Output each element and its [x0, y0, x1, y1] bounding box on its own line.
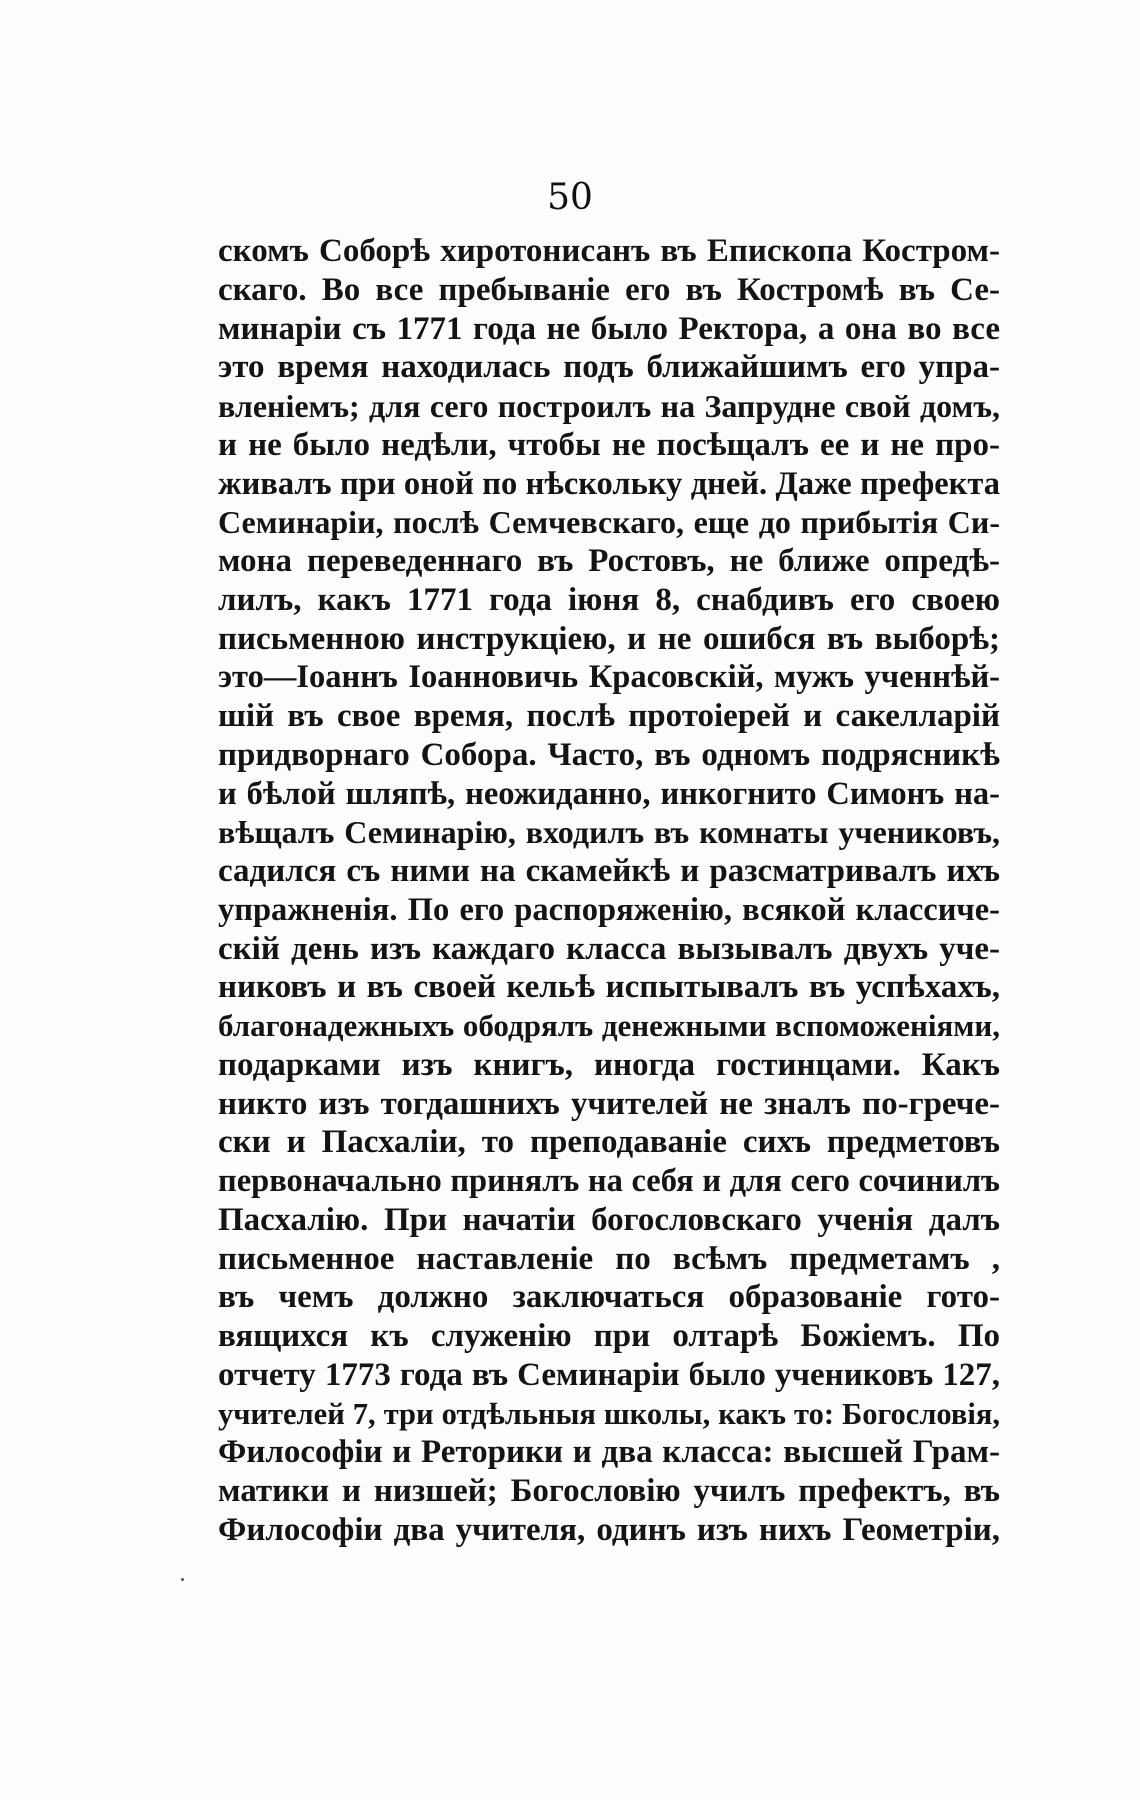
text-line: благонадежныхъ ободрялъ денежными вспоможеніями, [218, 1008, 1000, 1043]
text-line: вленіемъ; для сего построилъ на Запрудне свой домъ, [218, 388, 1000, 424]
text-line: вящихся къ служенію при олтарѣ Божіемъ. По [218, 1318, 1000, 1354]
text-line: матики и низшей; Богословію училъ префектъ, въ [218, 1473, 1000, 1509]
text-line: вѣщалъ Семинарію, входилъ въ комнаты учениковъ, [218, 814, 1000, 851]
text-line: минаріи съ 1771 года не было Ректора, а она во все [218, 310, 1000, 347]
text-line: это время находилась подъ ближайшимъ его упра- [218, 349, 1000, 386]
text-line: никто изъ тогдашнихъ учителей не зналъ по-грече- [218, 1085, 1000, 1122]
text-line: письменною инструкціею, и не ошибся въ выборѣ; [218, 620, 1000, 657]
text-line: ски и Пасхаліи, то преподаваніе сихъ предметовъ [218, 1124, 1000, 1161]
text-line: письменное наставленіе по всѣмъ предметамъ , [218, 1240, 1000, 1277]
text-line: и бѣлой шляпѣ, неожиданно, инкогнито Симонъ на- [218, 775, 1000, 812]
text-line: живалъ при оной по нѣскольку дней. Даже префекта [218, 465, 1000, 502]
text-line: мона переведеннаго въ Ростовъ, не ближе опредѣ- [218, 543, 1000, 579]
text-line: садился съ ними на скамейкѣ и разсматривалъ ихъ [218, 853, 1000, 889]
text-line: Пасхалію. При начатіи богословскаго ученія далъ [218, 1201, 1000, 1238]
text-line: и не было недѣли, чтобы не посѣщалъ ее и не про- [218, 426, 1000, 463]
text-line: упражненія. По его распоряженію, всякой классиче- [218, 891, 1000, 928]
paper-speck [181, 1578, 184, 1581]
text-line: придворнаго Собора. Часто, въ одномъ подрясникѣ [218, 736, 1000, 773]
text-line: Философіи и Реторики и два класса: высшей Грам- [218, 1434, 1000, 1471]
text-line: шій въ свое время, послѣ протоіерей и сакелларій [218, 698, 1000, 734]
text-line: скій день изъ каждаго класса вызывалъ двухъ уче- [218, 930, 1000, 967]
text-line: никовъ и въ своей кельѣ испытывалъ въ успѣхахъ, [218, 969, 1000, 1006]
page-number: 50 [547, 177, 593, 218]
text-line: лилъ, какъ 1771 года іюня 8, снабдивъ его своею [218, 581, 1000, 618]
text-line: въ чемъ должно заключаться образованіе гото- [218, 1279, 1000, 1316]
text-line: Семинаріи, послѣ Семчевскаго, еще до прибытія Си- [218, 504, 1000, 541]
text-line: учителей 7, три отдѣльныя школы, какъ то: Богословія, [218, 1396, 1000, 1431]
text-line: это—Іоаннъ Іоанновичь Красовскій, мужъ ученнѣй- [218, 659, 1000, 696]
text-line: первоначально принялъ на себя и для сего сочинилъ [218, 1163, 1000, 1199]
text-line: скомъ Соборѣ хиротонисанъ въ Епископа Костром- [218, 233, 1000, 269]
text-line: скаго. Во все пребываніе его въ Костромѣ въ Се- [218, 271, 1000, 308]
text-line: Философіи два учителя, одинъ изъ нихъ Геометріи, [218, 1511, 1000, 1548]
body-text [218, 232, 1000, 1550]
text-line: подарками изъ книгъ, иногда гостинцами. Какъ [218, 1046, 1000, 1083]
text-line: отчету 1773 года въ Семинаріи было учениковъ 127, [218, 1356, 1000, 1393]
